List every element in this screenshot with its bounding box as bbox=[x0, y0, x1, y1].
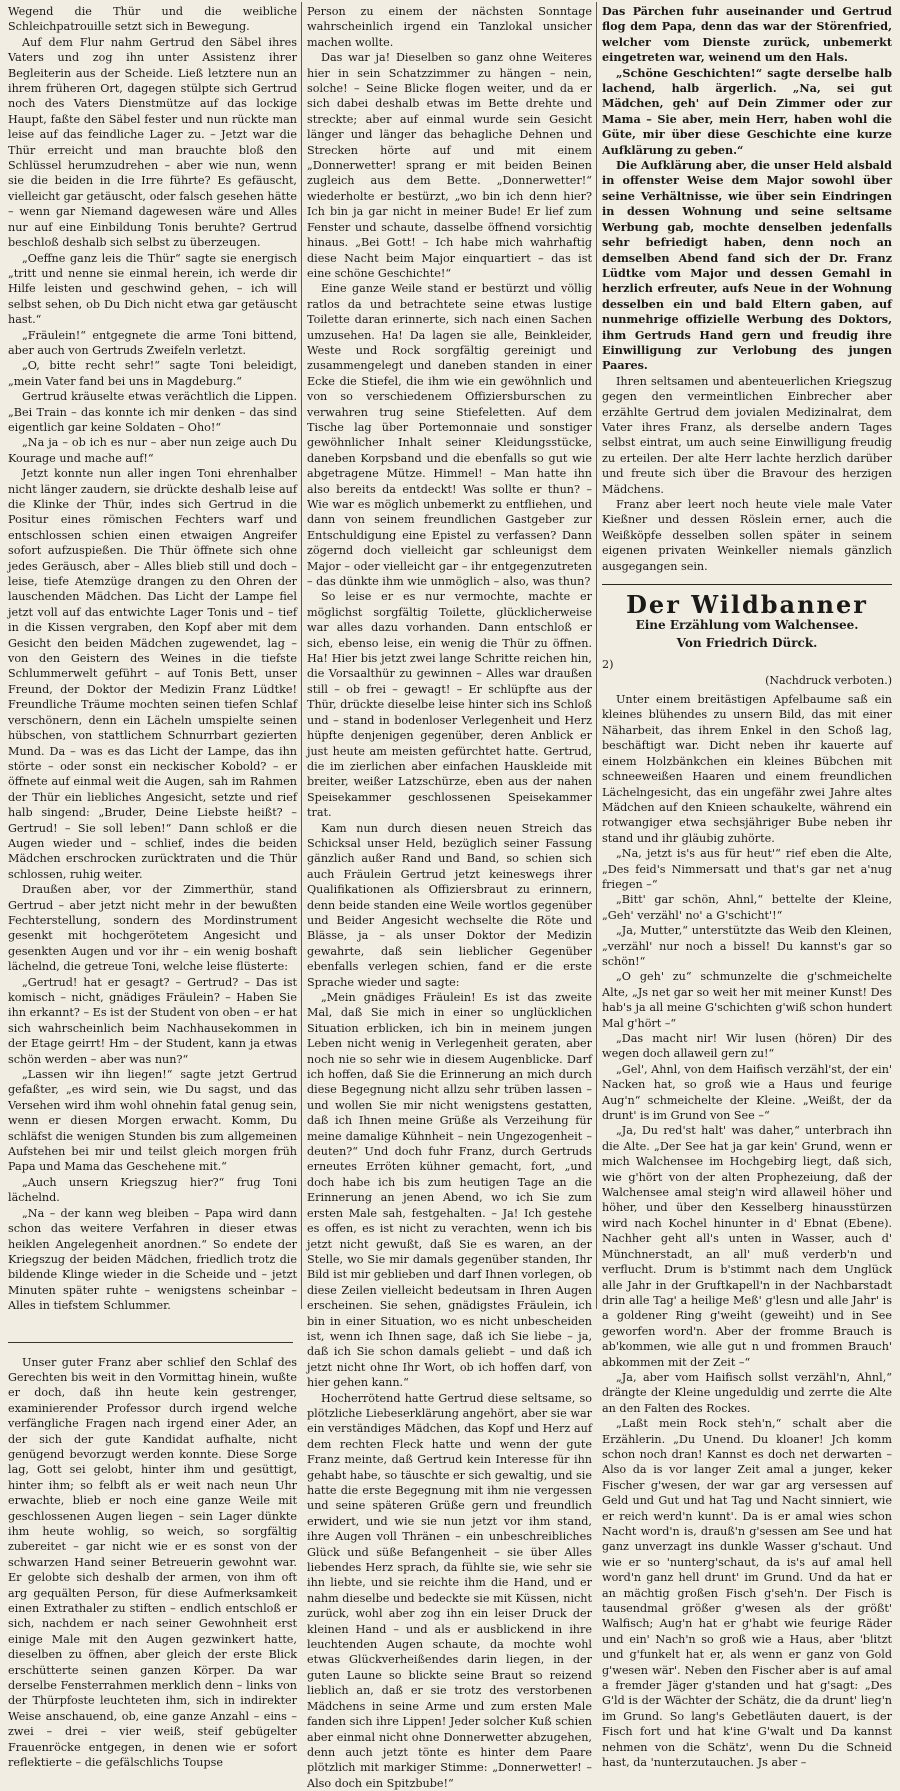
section-rule bbox=[602, 584, 892, 585]
column-rule bbox=[301, 2, 302, 1309]
paragraph: „Mein gnädiges Fräulein! Es ist das zweite Mal, daß Sie mich in einer so unglücklichen Situation erblicken, ich bin in meinem jungen Leben nicht wenig in Verlegenheit geraten, aber noch nie so sehr wie in diesem Augenblicke. Darf ich hoffen, daß Sie die Erinnerung an mich durch diese Begegnung nicht allzu sehr trüben lassen – und wollen Sie mir nicht wenigstens gestatten, daß ich Ihnen meine Grüße als Verzeihung für meine damalige Kühnheit – nein Ungezogenheit – deuten?“ Und doch fuhr Franz, durch Gertruds erneutes Erröten kühner gemacht, fort, „und doch habe ich bis zum heutigen Tage an die Erinnerung an jenen Abend, wo ich Sie zum ersten Male sah, festgehalten. – Ja! Ich gestehe es offen, es ist nicht zu verachten, wenn ich bis jetzt nicht gewußt, daß Sie es waren, an der Stelle, wo Sie mir damals gegenüber standen, Ihr Bild ist mir geblieben und darf Ihnen vorlegen, ob diese Zeilen vielleicht bedeutsam in Ihren Augen erscheinen. Sie sehen, gnädigstes Fräulein, ich bin in einer Situation, wo es nicht unbescheiden ist, wenn ich Ihnen sage, daß ich Sie liebe – ja, daß ich Sie schon damals geliebt – und daß ich jetzt nicht ohne Ihr Wort, ob ich hoffen darf, von hier gehen kann.“ bbox=[307, 991, 592, 1390]
paragraph: „Ja, aber vom Haifisch sollst verzähl'n, Ahnl,“ drängte der Kleine ungeduldig und zerrte die Alte an den Falten des Rockes. bbox=[602, 1370, 892, 1415]
paragraph: Franz aber leert noch heute viele male Vater Kießner und dessen Röslein erner, auch die Weißköpfe desselben sollen später in seinem eigenen privaten Weinkeller niemals gänzlich ausgegangen sein. bbox=[602, 498, 892, 573]
paragraph: Unser guter Franz aber schlief den Schlaf des Gerechten bis weit in den Vormittag hinein, wußte er doch, daß ihn heute kein gestrenger, examinierender Professor durch irgend welche verfängliche Fragen nach irgend einer Ader, an der sich der gute Kandidat aufhalte, nicht genügend bevorzugt werden konnte. Diese Sorge lag, Gott sei gelobt, hinter ihm und gesüttigt, hinter ihm; so felbft als er weit nach neun Uhr erwachte, blieb er noch eine ganze Weile mit geschlossenen Augen liegen – sein Lager dünkte ihm heute wohlig, so weich, so sorgfältig zubereitet – gar nicht wie er es sonst von der schwarzen Hand seiner Betreuerin gewohnt war. Er gelobte sich deshalb der armen, von ihm oft arg gequälten Person, für diese Aufmerksamkeit einen Extrathaler zu stiften – endlich entschloß er sich, nachdem er nach seiner Gewohnheit erst einige Male mit den Augen gezwinkert hatte, dieselben zu öffnen, aber gleich der erste Blick erschütterte seinen ganzen Körper. Da war derselbe Fensterrahmen merklich denn – links von der Thürpfoste leuchteten ihm, sich in indirekter Weise anschauend, ob, eine ganze Anzahl – eins – zwei – drei – vier weiß, steif gebügelter Frauenröcke entgegen, in denen wie er sofort reflektierte – die gefälschlichs Toupse bbox=[8, 1355, 297, 1770]
installment-number: 2) bbox=[602, 658, 614, 672]
column-rule bbox=[596, 2, 597, 1309]
paragraph: „Ja, Mutter,“ unterstützte das Weib den Kleinen, „verzähl' nur noch a bissel! Du kannst's gar so schön!“ bbox=[602, 924, 892, 968]
reprint-notice: (Nachdruck verboten.) bbox=[765, 673, 892, 687]
section-divider bbox=[8, 1320, 293, 1343]
paragraph: „Na, jetzt is's aus für heut'“ rief eben die Alte, „Des feid's Nimmersatt und that's gar net a'nug friegen –“ bbox=[602, 847, 892, 891]
paragraph: Eine ganze Weile stand er bestürzt und völlig ratlos da und betrachtete seine etwas lustige Toilette daran erinnerte, sich nach einen Sachen umzusehen. Ha! Da lagen sie alle, Beinkleider, Weste und Rock sorgfältig gereinigt und zusammengelegt und daneben standen in einer Ecke die Stiefel, die ihm wie ein gewöhnlich und von so verschiedenem Offiziersburschen zu verwahren trug seine Stiefeletten. Auf dem Tische lag über Portemonnaie und sonstiger gewöhnlicher Inhalt seiner Kleidungsstücke, daneben Korpsband und die ebenfalls so gut wie abgetragene Mütze. Himmel! – Man hatte ihn also bereits da entdeckt! Was sollte er thun? – Wie war es möglich unbemerkt zu entfliehen, und dann von seinem freundlichen Gastgeber zur Entschuldigung eine Epistel zu verfassen? Dann zögernd doch vielleicht gar schleunigst dem Major – oder vielleicht gar – ihr entgegenzutreten – das dünkte ihm wie unmöglich – also, was thun? bbox=[307, 282, 592, 589]
paragraph: „Gel', Ahnl, von dem Haifisch verzähl'st, der ein' Nacken hat, so groß wie a Haus und feurige Aug'n“ schmeichelte der Kleine. „Weißt, der da drunt' is im Grund von See –“ bbox=[602, 1062, 892, 1123]
paragraph: „Schöne Geschichten!“ sagte derselbe halb lachend, halb ärgerlich. „Na, sei gut Mädchen, geh' auf Dein Zimmer oder zur Mama – Sie aber, mein Herr, haben wohl die Güte, mir über diese Geschichte eine kurze Aufklärung zu geben.“ bbox=[602, 65, 892, 157]
story-author: Von Friedrich Dürck. bbox=[676, 635, 818, 650]
paragraph: Das Pärchen fuhr auseinander und Gertrud flog dem Papa, denn das war der Störenfried, welcher vom Dienste zurück, unbemerkt eingetreten war, weinend um den Hals. bbox=[602, 4, 892, 65]
paragraph: Jetzt konnte nun aller ingen Toni ehrenhalber nicht länger zaudern, sie drückte deshalb leise auf die Klinke der Thür, indes sich Gertrud in die Positur eines römischen Fechters warf und entschlossen schien einen etwaigen Angreifer sofort aufzuspießen. Die Thür öffnete sich ohne jedes Geräusch, aber – Alles blieb still und doch – leise, tiefe Atemzüge drangen zu den Ohren der lauschenden Mädchen. Das Licht der Lampe fiel jetzt voll auf das entwichte Lager Tonis und – tief in die Kissen vergraben, den Kopf aber mit dem Gesicht den beiden Mädchen zugewendet, lag – von den Geistern des Weines in die tiefste Schlummerwelt geführt – auf Tonis Bett, unser Freund, der Doktor der Medizin Franz Lüdtke! Freundliche Träume mochten seinen tiefen Schlaf verschönern, denn ein Lächeln umspielte seinen hübschen, von stattlichem Schnurrbart gezierten Mund. Da – was es das Licht der Lampe, das ihn störte – oder sonst ein neckischer Kobold? – er öffnete auf einmal weit die Augen, sah im Rahmen der Thür ein liebliches Angesicht, setzte und rief halb singend: „Bruder, Deine Liebste heißt? – Gertrud! – Sie soll leben!“ Dann schloß er die Augen wieder und – schlief, indes die beiden Mädchen erschrocken zurücktraten und die Thür schlossen, ruhig weiter. bbox=[8, 467, 297, 881]
paragraph: „Ja, Du red'st halt' was daher,“ unterbrach ihn die Alte. „Der See hat ja gar kein' Grund, wenn er mich Walchensee im Hochgebirg liegt, daß sich, wie g'hört von der alten Prophezeiung, daß der Walchensee amal steig'n wird allaweil höher und höher, und über den Kesselberg hinausstürzen wird nach Kochel hinunter in d' Ebnat (Ebene). Nachher geht all's unten in Wasser, auch d' Münchnerstadt, an all' muß verderb'n und verflucht. Drum is b'stimmt nach dem Unglück alle Jahr in der Gruftkapell'n in der Nachbarstadt drin alle Tag' a heilige Meß' g'lesn und alle Jahr' is a goldener Ring g'weiht (geweiht) und in See geworfen word'n. Aber der fromme Brauch is ab'kommen, wie alle gut n und frommen Brauch' abkommen mit der Zeit –“ bbox=[602, 1124, 892, 1369]
paragraph: Ihren seltsamen und abenteuerlichen Kriegszug gegen den vermeintlichen Einbrecher aber erzählte Gertrud dem jovialen Medizinalrat, dem Vater ihres Franz, als derselbe andern Tages selbst eintrat, um auch seine Einwilligung freudig zu erteilen. Der alte Herr lachte herzlich darüber und freute sich über die Bravour des herzigen Mädchens. bbox=[602, 374, 892, 496]
paragraph: So leise er es nur vermochte, machte er möglichst sorgfältig Toilette, glücklicherweise war alles dazu vorhanden. Dann entschloß er sich, ebenso leise, ein wenig die Thür zu öffnen. Ha! Hier bis jetzt zwei lange Schritte reichen hin, die Vorsaalthür zu gewinnen – Alles war draußen still – ob frei – gewagt! – Er schlüpfte aus der Thür, drückte dieselbe leise hinter sich ins Schloß und – stand in bodenloser Verlegenheit und Herz hüpfte denjenigen gegenüber, deren Anblick er just heute am meisten gefürchtet hatte. Gertrud, die im zierlichen aber einfachen Hauskleide mit breiter, weißer Latzschürze, eben aus der nahen Speisekammer geschlossenen Speisekammer trat. bbox=[307, 590, 592, 820]
column-left bbox=[8, 4, 297, 1770]
story-title: Der Wildbanner bbox=[626, 590, 868, 620]
paragraph: „Laßt mein Rock steh'n,“ schalt aber die Erzählerin. „Du Unend. Du kloaner! Jch komm schon noch dran! Kannst es doch net derwarten – Also da is vor langer Zeit amal a junger, keker Fischer g'wesen, der war gar arg versessen auf Geld und Gut und hat Tag und Nacht sinniert, wie er reich werd'n kunnt'. Da is er amal wies schon Nacht word'n is, drauß'n g'sessen am See und hat ganz unverzagt ins dunkle Wasser g'schaut. Und wie er so 'nunterg'schaut, da is's auf amal hell word'n ganz hell drunt' im Grund. Und da hat er an mächtig großen Fisch g'seh'n. Der Fisch is tausendmal größer g'wesen als der größt' Walfisch; Aug'n hat er g'habt wie feurige Räder und ein' Nach'n so groß wie a Haus, aber 'blitzt und g'funkelt hat er, als wenn er ganz von Gold g'wesen wär'. Neben den Fischer aber is auf amal a fremder Jäger g'standen und hat g'sagt: „Des G'ld is der Wächter der Schätz, die da drunt' lieg'n im Grund. So lang's Gebetläuten dauert, is der Fisch fort und hat k'ine G'walt und Da kannst nehmen von die Schätz', wenn Du die Schneid hast, da 'nunterzutauchen. Js aber – bbox=[602, 1417, 892, 1770]
paragraph: „Na ja – ob ich es nur – aber nun zeige auch Du Kourage und mache auf!“ bbox=[8, 436, 297, 465]
paragraph: Auf dem Flur nahm Gertrud den Säbel ihres Vaters und zog ihn unter Assistenz ihrer Begleiterin aus der Scheide. Ließ letztere nun an ihrem früheren Ort, dagegen stülpte sich Gertrud noch des Vaters Dienstmütze auf das lockige Haupt, faßte den Säbel fester und nun rückte man leise auf das feindliche Lager zu. – Jetzt war die Thür erreicht und man brauchte bloß den Schlüssel herumzudrehen – aber wie nun, wenn sie die beiden in die Irre führte? Es gefäuscht, vielleicht gar getäuscht, oder falsch gesehen hätte – wenn gar Niemand dagewesen wäre und Alles nur auf eine Einbildung Tonis beruhte? Gertrud beschloß deshalb sich selbst zu überzeugen. bbox=[8, 35, 297, 250]
paragraph: Gertrud kräuselte etwas verächtlich die Lippen. „Bei Train – das konnte ich mir denken – das sind eigentlich gar keine Soldaten – Oho!“ bbox=[8, 390, 297, 434]
paragraph: „Oeffne ganz leis die Thür“ sagte sie energisch „tritt und nenne sie einmal herein, ich werde dir Hilfe leisten und geschwind gehen, – ich will selbst sehen, ob Du Dich nicht etwa gar getäuscht hast.“ bbox=[8, 251, 297, 327]
paragraph: „Fräulein!“ entgegnete die arme Toni bittend, aber auch von Gertruds Zweifeln verletzt. bbox=[8, 328, 297, 357]
paragraph: Draußen aber, vor der Zimmerthür, stand Gertrud – aber jetzt nicht mehr in der bewußten Fechterstellung, sondern des Mordinstrument gesenkt mit hochgerötetem Angesicht und gesenkten Augen und vor ihr – ein wenig boshaft lächelnd, die getreue Toni, welche leise flüsterte: bbox=[8, 883, 297, 974]
paragraph: Die Aufklärung aber, die unser Held alsbald in offenster Weise dem Major sowohl über seine Verhältnisse, wie über sein Eindringen in dessen Wohnung und seine seltsame Werbung gab, mochte denselben jedenfalls sehr befriedigt haben, denn noch an demselben Abend fand sich der Dr. Franz Lüdtke vom Major und dessen Gemahl in herzlich erfreuter, aufs Neue in der Wohnung desselben ein und bald Eltern gaben, auf nunmehrige offizielle Werbung des Doktors, ihm Gertruds Hand gern und freudig ihre Einwilligung zur Verlobung des jungen Paares. bbox=[602, 158, 892, 373]
paragraph: Person zu einem der nächsten Sonntage wahrscheinlich irgend ein Tanzlokal unsicher machen wollte. bbox=[307, 5, 592, 49]
paragraph: Unter einem breitästigen Apfelbaume saß ein kleines blühendes zu unsern Bild, das mit einer Näharbeit, das ihrem Enkel in den Schoß lag, beschäftigt war. Dicht neben ihr kauerte auf einem Holzbänkchen ein kleines Bübchen mit schneeweißen Haaren und einem freundlichen Lächelngesicht, das ein ungefähr zwei Jahre altes Mädchen auf den Knieen schaukelte, während ein rotwangiger etwa sechsjähriger Bube neben ihr stand und ihr gläubig zuhörte. bbox=[602, 693, 892, 845]
paragraph: Kam nun durch diesen neuen Streich das Schicksal unser Held, bezüglich seiner Fassung gänzlich außer Rand und Band, so schien sich auch Fräulein Gertrud jetzt keineswegs ihrer Qualifikationen als Offiziersbraut zu erinnern, denn beide standen eine Weile wortlos gegenüber und Beider Angesicht wechselte die Röte und Blässe, ja – als unser Doktor der Medizin gewahrte, daß sein lieblicher Gegenüber ebenfalls verlegen schien, fand er die erste Sprache wieder und sagte: bbox=[307, 821, 592, 989]
paragraph: „O geh' zu“ schmunzelte die g'schmeichelte Alte, „Js net gar so weit her mit meiner Kunst! Des hab's ja all meine G'schichten g'wiß schon hundert Mal g'hört –“ bbox=[602, 970, 892, 1030]
paragraph: „Na – der kann weg bleiben – Papa wird dann schon das weitere Verfahren in dieser etwas heiklen Angelegenheit anordnen.“ So endete der Kriegszug der beiden Mädchen, friedlich trotz die bildende Klinge wieder in die Scheide und – jetzt Minuten später ruhte – wenigstens scheinbar – Alles in tiefstem Schlummer. bbox=[8, 1206, 297, 1313]
paragraph: Wegend die Thür und die weibliche Schleichpatrouille setzt sich in Bewegung. bbox=[8, 5, 297, 34]
paragraph: „O, bitte recht sehr!“ sagte Toni beleidigt, „mein Vater fand bei uns in Magdeburg.“ bbox=[8, 359, 297, 388]
paragraph: Hocherrötend hatte Gertrud diese seltsame, so plötzliche Liebeserklärung angehört, aber sie war ein verständiges Mädchen, das Kopf und Herz auf dem rechten Fleck hatte und wenn der gute Franz meinte, daß Gertrud kein Interesse für ihn gehabt habe, so täuschte er sich gewaltig, und sie hatte die erste Begegnung mit ihm nie vergessen und seine späteren Grüße gern und freundlich erwidert, und wie sie nun jetzt vor ihm stand, ihre Augen voll Thränen – ein unbeschreibliches Glück und süße Befangenheit – sie über Alles liebendes Herz sprach, da fühlte sie, wie sehr sie ihn liebte, und sie reichte ihm die Hand, und er nahm dieselbe und bedeckte sie mit Küssen, nicht zurück, wohl aber zog ihn ein leiser Druck der kleinen Hand – und als er ausblickend in ihre leuchtenden Augen schaute, da mochte wohl etwas Glückverheißendes darin liegen, in der guten Laune so blickte seine Braut so reizend lieblich an, daß er sie trotz des verstorbenen Mädchens in seine Arme und zum ersten Male fanden sich ihre Lippen! Jeder solcher Kuß schien aber einmal nicht ohne Donnerwetter abzugehen, denn auch jetzt tönte es hinter dem Paare plötzlich mit markiger Stimme: „Donnerwetter! – Also doch ein Spitzbube!“ bbox=[307, 1391, 592, 1790]
paragraph: „Gertrud! hat er gesagt? – Gertrud? – Das ist komisch – nicht, gnädiges Fräulein? – Haben Sie ihn erkannt? – Es ist der Student von oben – er hat sich wahrscheinlich beim Nachhausekommen in der Etage geirrt! Hm – der Student, kann ja etwas schön werden – aber was nun?“ bbox=[8, 975, 297, 1066]
paragraph: „Das macht nir! Wir lusen (hören) Dir des wegen doch allaweil gern zu!“ bbox=[602, 1032, 892, 1061]
column-right bbox=[602, 4, 892, 1770]
paragraph: „Bitt' gar schön, Ahnl,“ bettelte der Kleine, „Geh' verzähl' no' a G'schicht'!“ bbox=[602, 893, 892, 922]
story-subtitle: Eine Erzählung vom Walchensee. bbox=[635, 618, 859, 633]
paragraph: „Auch unsern Kriegszug hier?“ frug Toni lächelnd. bbox=[8, 1175, 297, 1205]
column-middle bbox=[307, 4, 592, 1790]
paragraph: Das war ja! Dieselben so ganz ohne Weiteres hier in sein Schatzzimmer zu hängen – nein, solche! – Seine Blicke flogen weiter, und da er sich dabei deshalb etwas im Bette drehte und streckte; aber auf einmal wurde sein Gesicht länger und länger das behagliche Dehnen und Strecken hörte auf und mit einem „Donnerwetter! sprang er mit beiden Beinen zugleich aus dem Bette. „Donnerwetter!“ wiederholte er bestürzt, „wo bin ich denn hier? Ich bin ja gar nicht in meiner Bude! Er lief zum Fenster und schaute, dasselbe öffnend vorsichtig hinaus. „Bei Gott! – Ich habe mich wahrhaftig diese Nacht beim Major einquartiert – das ist eine schöne Geschichte!“ bbox=[307, 51, 592, 280]
paragraph: „Lassen wir ihn liegen!“ sagte jetzt Gertrud gefaßter, „es wird sein, wie Du sagst, und das Versehen wird ihm wohl ohnehin fatal genug sein, wenn er diesen Morgen erwacht. Komm, Du schläfst die wenigen Stunden bis zum allgemeinen Aufstehen bei mir und teilst gleich morgen früh Papa und Mama das Geschehene mit.“ bbox=[8, 1068, 297, 1174]
